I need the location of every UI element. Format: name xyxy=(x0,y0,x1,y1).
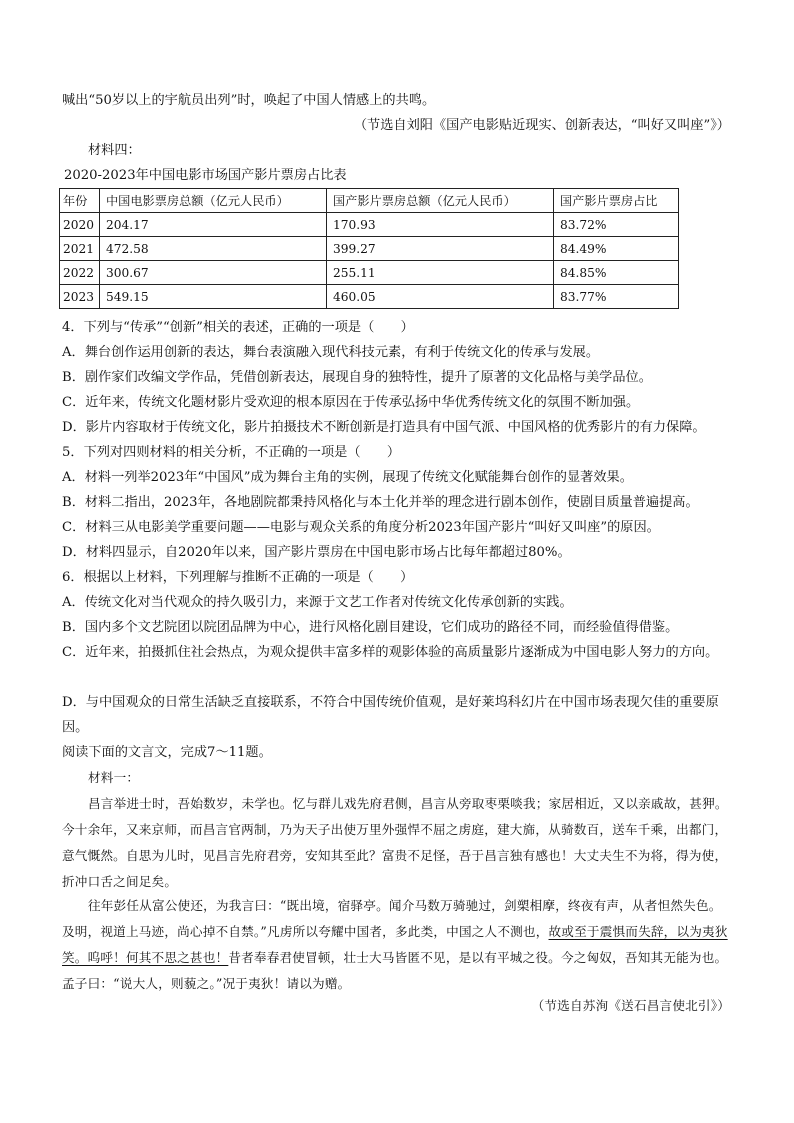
table-row xyxy=(60,237,679,261)
table-header-row xyxy=(60,189,679,213)
box-office-table xyxy=(59,188,679,309)
q4-option-d: D．影片内容取材于传统文化，影片拍摄技术不断创新是打造具有中国气派、中国风格的优秀影片的有力保障。 xyxy=(62,420,706,435)
underlined-sentence: 故或至于震惧而失辞，以为夷狄笑。呜呼！何其不思之甚也！ xyxy=(62,924,728,965)
table-cell: 460.05 xyxy=(327,285,554,309)
passage-text: 往年彭任从富公使还，为我言曰：“既出境，宿驿亭。闻介马数万骑驰过，剑槊相摩，终夜有声，从者怛然失色。及明，视道上马迹，尚心掉不自禁。”凡虏所以夸耀中国者，多此类，中国之人不测也， xyxy=(62,898,722,939)
q4-option-c: C．近年来，传统文化题材影片受欢迎的根本原因在于传承弘扬中华优秀传统文化的氛围不断加强。 xyxy=(62,395,640,410)
table-header: 年份 xyxy=(60,189,100,213)
q5-stem: 5．下列对四则材料的相关分析，不正确的一项是（ ） xyxy=(62,445,401,460)
passage-source: （节选自苏洵《送石昌言使北引》） xyxy=(531,998,730,1013)
table-cell: 84.85% xyxy=(554,261,679,285)
q6-option-b: B．国内多个文艺院团以院团品牌为中心，进行风格化剧目建设，它们成功的路径不同，而经验值得借鉴。 xyxy=(62,620,679,635)
q5-option-d: D．材料四显示，自2020年以来，国产影片票房在中国电影市场占比每年都超过80%。 xyxy=(62,545,571,560)
table-cell: 2020 xyxy=(60,213,100,237)
table-row xyxy=(60,261,679,285)
table-cell: 472.58 xyxy=(100,237,327,261)
table-cell: 204.17 xyxy=(100,213,327,237)
table-row xyxy=(60,285,679,309)
q5-option-a: A．材料一列举2023年“中国风”成为舞台主角的实例，展现了传统文化赋能舞台创作的显著效果。 xyxy=(62,470,633,485)
passage-text: 昔者奉春君使冒顿，壮士大马皆匿不见，是以有平城之役。今之匈奴，吾知其无能为也。孟子曰：“说大人，则藐之。”况于夷狄！请以为赠。 xyxy=(62,950,728,991)
intro-line: 喊出“50岁以上的宇航员出列”时，唤起了中国人情感上的共鸣。 xyxy=(62,93,436,108)
passage-paragraph-2 xyxy=(62,893,734,997)
q5-option-c: C．材料三从电影美学重要问题——电影与观众关系的角度分析2023年国产影片“叫好又叫座”的原因。 xyxy=(62,520,660,535)
table-cell: 2023 xyxy=(60,285,100,309)
material1-label: 材料一： xyxy=(88,770,140,785)
q6-option-a: A．传统文化对当代观众的持久吸引力，来源于文艺工作者对传统文化传承创新的实践。 xyxy=(62,595,573,610)
table-header: 中国电影票房总额（亿元人民币） xyxy=(100,189,327,213)
q6-option-d: D．与中国观众的日常生活缺乏直接联系，不符合中国传统价值观，是好莱坞科幻片在中国市场表现欠佳的重要原因。 xyxy=(62,695,719,735)
table-header: 国产影片票房总额（亿元人民币） xyxy=(327,189,554,213)
table-title: 2020-2023年中国电影市场国产影片票房占比表 xyxy=(64,168,347,183)
table-cell: 549.15 xyxy=(100,285,327,309)
table-cell: 83.72% xyxy=(554,213,679,237)
q6-stem: 6．根据以上材料，下列理解与推断不正确的一项是（ ） xyxy=(62,570,414,585)
table-cell: 83.77% xyxy=(554,285,679,309)
q6-option-c: C．近年来，拍摄抓住社会热点，为观众提供丰富多样的观影体验的高质量影片逐渐成为中国电影人努力的方向。 xyxy=(62,645,719,660)
q4-option-b: B．剧作家们改编文学作品，凭借创新表达，展现自身的独特性，提升了原著的文化品格与美学品位。 xyxy=(62,370,652,385)
table-cell: 255.11 xyxy=(327,261,554,285)
table-cell: 84.49% xyxy=(554,237,679,261)
q4-option-a: A．舞台创作运用创新的表达，舞台表演融入现代科技元素，有利于传统文化的传承与发展。 xyxy=(62,345,600,360)
table-cell: 2021 xyxy=(60,237,100,261)
intro-source: （节选自刘阳《国产电影贴近现实、创新表达，“叫好又叫座”》） xyxy=(353,118,730,133)
reading-instruction: 阅读下面的文言文，完成7～11题。 xyxy=(62,745,272,760)
q4-stem: 4．下列与“传承”“创新”相关的表述，正确的一项是（ ） xyxy=(62,320,414,335)
passage-paragraph-1: 昌言举进士时，吾始数岁，未学也。忆与群儿戏先府君侧，昌言从旁取枣栗啖我；家居相近，又以亲戚故，甚狎。今十余年，又来京师，而昌言官两制，乃为天子出使万里外强悍不屈之虏庭，建大旆，从骑数百，送车千乘，出都门，意气慨然。自思为儿时，见昌言先府君旁，安知其至此？富贵不足怪，吾于昌言独有感也！大丈夫生不为将，得为使，折冲口舌之间足矣。 xyxy=(62,796,728,889)
table-header: 国产影片票房占比 xyxy=(554,189,679,213)
table-cell: 170.93 xyxy=(327,213,554,237)
q5-option-b: B．材料二指出，2023年，各地剧院都秉持风格化与本土化并举的理念进行剧本创作，使剧目质量普遍提高。 xyxy=(62,495,699,510)
table-cell: 300.67 xyxy=(100,261,327,285)
table-row xyxy=(60,213,679,237)
table-cell: 399.27 xyxy=(327,237,554,261)
table-cell: 2022 xyxy=(60,261,100,285)
material4-label: 材料四： xyxy=(88,143,141,158)
